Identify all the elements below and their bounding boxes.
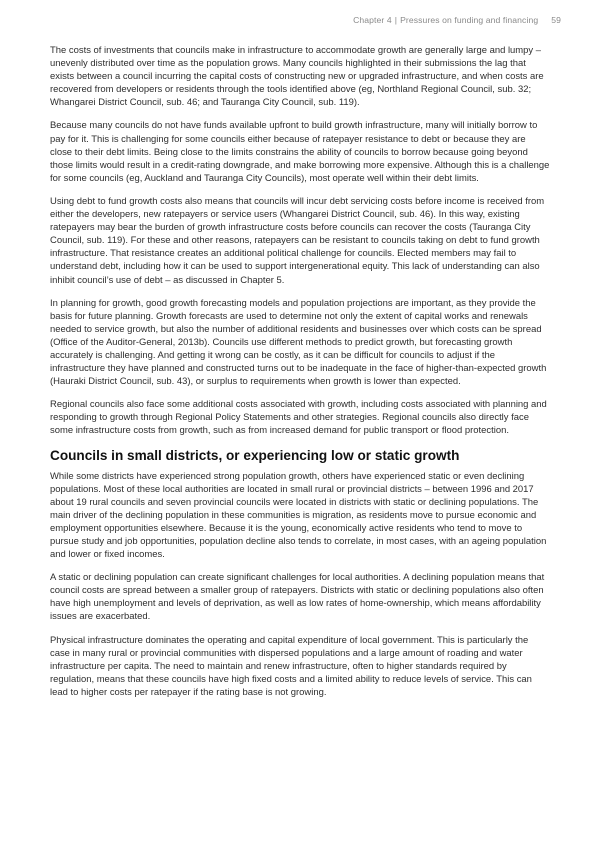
paragraph: While some districts have experienced strong population growth, others have experienced static or even declining populations. Most of these local authorities are located in small rural or provincial districts – between 1996 and 2017 about 19 rural councils and seven provincial councils were located in districts with static or declining populations. The main driver of the declining population in these communities is migration, as residents move to pursue economic and employment opportunities elsewhere. Because it is the young, economically active residents who tend to move to pursue study and job opportunities, population decline also tends to correlate, in most cases, with an ageing population and lower or fixed incomes. xyxy=(50,470,547,561)
body-text xyxy=(50,44,550,709)
paragraph: Physical infrastructure dominates the operating and capital expenditure of local government. This is particularly the case in many rural or provincial communities with dispersed populations and a large amount of roading and water infrastructure per capita. The need to maintain and renew infrastructure, often to higher standards required by regulation, means that these councils have high fixed costs and a limited ability to reduce levels of service. This can lead to higher costs per ratepayer if the rating base is not growing. xyxy=(50,634,532,698)
paragraph: Regional councils also face some additional costs associated with growth, including costs associated with planning and responding to growth through Regional Policy Statements and other strategies. Regional councils also directly face some infrastructure costs from growth, such as from increased demand for public transport or flood protection. xyxy=(50,399,547,437)
header-title: Pressures on funding and financing xyxy=(400,15,539,25)
paragraph: Because many councils do not have funds available upfront to build growth infrastructure, many will initially borrow to pay for it. This is challenging for some councils either because of ratepayer resistance to debt or because they are close to their debt limits. Being close to the limits constrains the ability of councils to borrow because going beyond those limits would result in a credit-rating downgrade, and make borrowing more expensive. Although this is a challenge for some councils (eg, Auckland and Tauranga City Councils), most operate well within their debt limits. xyxy=(50,120,550,184)
paragraph: The costs of investments that councils make in infrastructure to accommodate growth are generally large and lumpy – unevenly distributed over time as the population grows. Many councils highlighted in their submissions the lag that exists between a council incurring the capital costs of constructing new or upgraded infrastructure, and when costs are recovered from developers or residents through the tools identified above (eg, Northland Regional Council, sub. 32; Whangarei District Council, sub. 46; and Tauranga City Council, sub. 119). xyxy=(50,45,544,109)
header-chapter: Chapter 4 xyxy=(353,15,392,25)
paragraph: A static or declining population can create significant challenges for local authorities. A declining population means that council costs are spread between a smaller group of ratepayers. Districts with static or declining populations also often have high unemployment and levels of deprivation, as well as low rates of home-ownership, which means affordability issues are exacerbated. xyxy=(50,572,545,623)
paragraph: In planning for growth, good growth forecasting models and population projections are important, as they provide the basis for future planning. Growth forecasts are used to determine not only the extent of capital works and renewals needed to service growth, but also the number of additional residents and businesses over which costs can be spread (Office of the Auditor-General, 2013b). Councils use different methods to predict growth, but forecasting growth accurately is challenging. And getting it wrong can be costly, as it can be difficult for councils to adjust if the infrastructure they have planned and constructed turns out to be inadequate in the face of higher-than-expected growth (Hauraki District Council, sub. 43), or surplus to requirements when growth is lower than expected. xyxy=(50,297,547,388)
running-header xyxy=(353,15,561,25)
paragraph: Using debt to fund growth costs also means that councils will incur debt servicing costs before income is received from either the developers, new ratepayers or service users (Whangarei District Council, sub. 46). In this way, existing ratepayers may bear the burden of growth infrastructure costs before councils can recover the costs (Tauranga City Council, sub. 119). For these and other reasons, ratepayers can be resistant to councils taking on debt to fund growth infrastructure. That resistance creates an additional political challenge for councils. Elected members may fail to understand debt, including how it can be used to support intergenerational equity. This lack of understanding can also inhibit council’s use of debt – as discussed in Chapter 5. xyxy=(50,195,545,286)
section-heading: Councils in small districts, or experiencing low or static growth xyxy=(50,447,460,463)
page-number: 59 xyxy=(551,15,561,25)
header-separator: | xyxy=(394,15,398,25)
